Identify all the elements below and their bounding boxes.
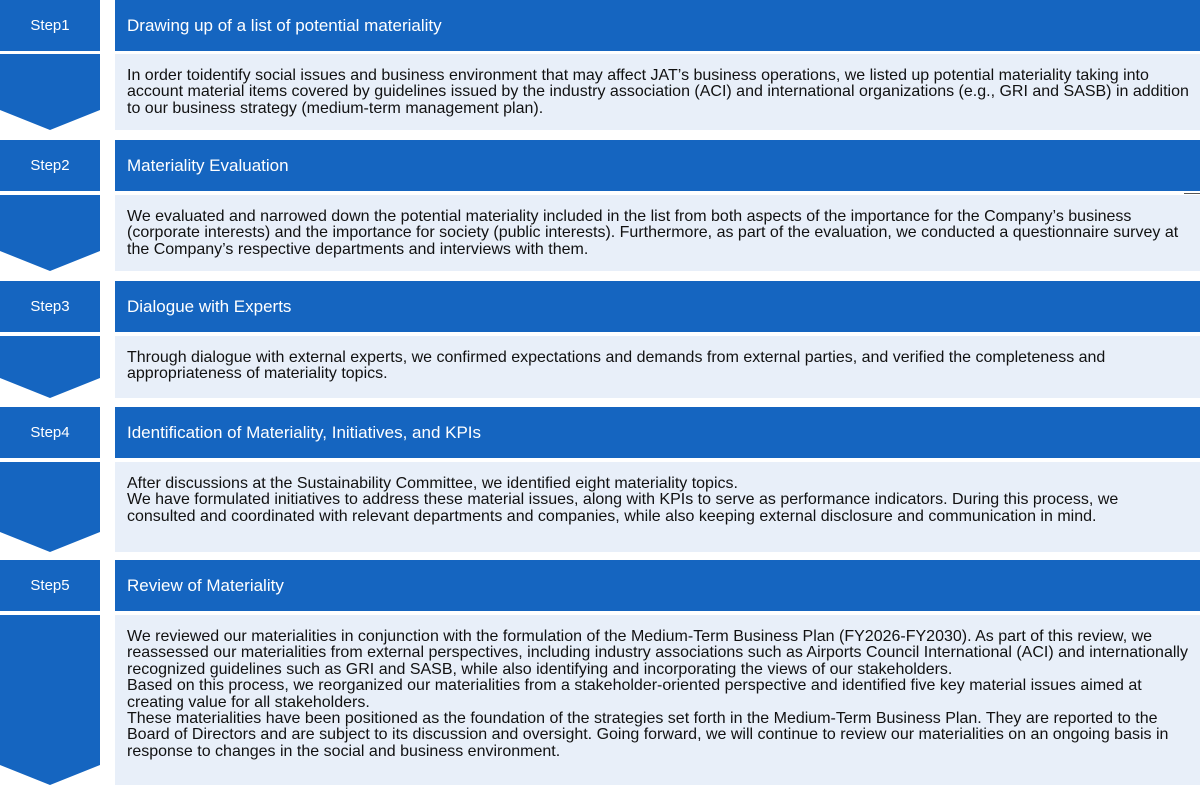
step5-label: Step5 <box>0 560 100 611</box>
step3-label: Step3 <box>0 281 100 332</box>
step3-arrow-icon <box>0 336 100 398</box>
step5-title: Review of Materiality <box>115 560 1200 611</box>
step5-paragraph-2: Based on this process, we reorganized our materialities from a stakeholder-oriented perspective and identified five key material issues aimed at creating value for all stakeholders. <box>127 677 1142 711</box>
step5-description <box>115 615 1200 785</box>
step2-paragraph-1: We evaluated and narrowed down the potential materiality included in the list from both aspects of the importance for the Company’s business (corporate interests) and the importance for society (public interests). Furthermore, as part of the evaluation, we conducted a questionnaire survey at the Company’s respective departments and interviews with them. <box>127 208 1179 258</box>
step4-description <box>115 462 1200 552</box>
step4-title: Identification of Materiality, Initiatives, and KPIs <box>115 407 1200 458</box>
step5-paragraph-3: These materialities have been positioned as the foundation of the strategies set forth in the Medium-Term Business Plan. They are reported to the Board of Directors and are subject to its discussion and oversight. Going forward, we will continue to review our materialities on an ongoing basis in response to changes in the social and business environment. <box>127 710 1169 760</box>
step3-title: Dialogue with Experts <box>115 281 1200 332</box>
step5-paragraph-1: We reviewed our materialities in conjunction with the formulation of the Medium-Term Business Plan (FY2026-FY2030). As part of this review, we reassessed our materialities from external perspectives, including industry associations such as Airports Council International (ACI) and internationally recognized guidelines such as GRI and SASB, while also identifying and incorporating the views of our stakeholders. <box>127 628 1188 678</box>
step2-title: Materiality Evaluation <box>115 140 1200 191</box>
step5-arrow-icon <box>0 615 100 785</box>
divider <box>1184 193 1200 194</box>
step4-label: Step4 <box>0 407 100 458</box>
step2-label: Step2 <box>0 140 100 191</box>
step1-arrow-icon <box>0 54 100 130</box>
step4-paragraph-1: After discussions at the Sustainability Committee, we identified eight materiality topics. <box>127 475 738 492</box>
step1-description <box>115 54 1200 130</box>
step1-title: Drawing up of a list of potential materiality <box>115 0 1200 51</box>
step1-paragraph-1: In order toidentify social issues and business environment that may affect JAT’s business operations, we listed up potential materiality taking into account material items covered by guidelines issued by the industry association (ACI) and international organizations (e.g., GRI and SASB) in addition to our business strategy (medium-term management plan). <box>127 67 1189 117</box>
step2-arrow-icon <box>0 195 100 271</box>
step4-paragraph-2: We have formulated initiatives to address these material issues, along with KPIs to serve as performance indicators. During this process, we consulted and coordinated with relevant departments and companies, while also keeping external disclosure and communication in mind. <box>127 491 1119 525</box>
step2-description <box>115 195 1200 271</box>
step3-description <box>115 336 1200 398</box>
step1-label: Step1 <box>0 0 100 51</box>
step4-arrow-icon <box>0 462 100 552</box>
step3-paragraph-1: Through dialogue with external experts, we confirmed expectations and demands from external parties, and verified the completeness and appropriateness of materiality topics. <box>127 349 1106 383</box>
